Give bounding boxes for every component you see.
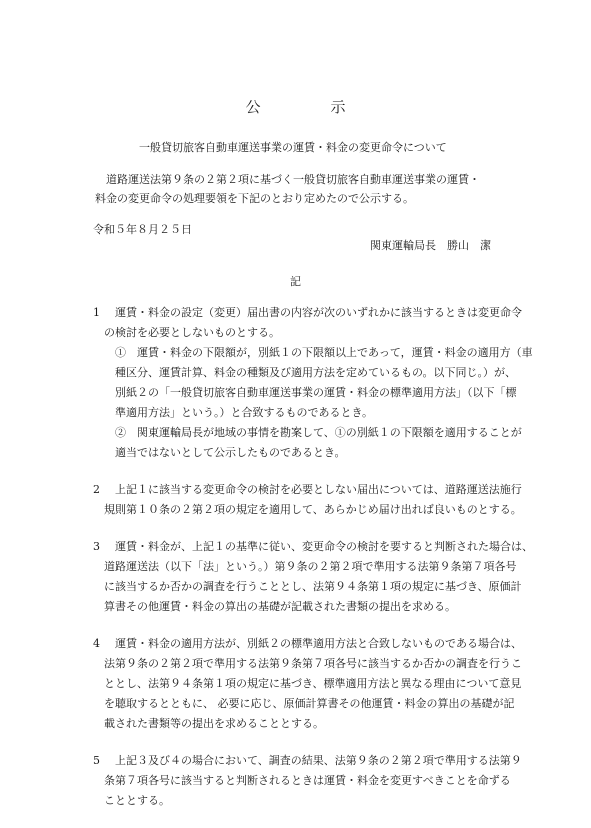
document-subtitle: 一般貸切旅客自動車運送事業の運賃・料金の変更命令について xyxy=(139,141,447,154)
item-line: ① 運賃・料金の下限額が，別紙１の下限額以上であって，運賃・料金の適用方（車 xyxy=(115,346,533,359)
list-item xyxy=(93,480,522,520)
item-number: 2 xyxy=(93,483,100,496)
page-title: 公示 xyxy=(245,98,416,116)
sub-item xyxy=(115,343,533,423)
item-line: 運賃・料金が、上記１の基準に従い、変更命令の検討を要すると判断された場合は、 xyxy=(115,540,533,553)
sub-item xyxy=(115,423,522,463)
intro-line: 道路運送法第９条の２第２項に基づく一般貸切旅客自動車運送事業の運賃・ xyxy=(106,173,480,186)
item-line: 道路運送法（以下「法」という。）第９条の２第２項で準用する法第９条第７項各号 xyxy=(104,560,517,573)
item-line: 適当ではないとして公示したものであるとき。 xyxy=(115,446,346,459)
item-line: 規則第１０条の２第２項の規定を適用して、あらかじめ届け出れば良いものとする。 xyxy=(104,503,522,516)
item-line: に該当するか否かの調査を行うこととし、法第９４条第１項の規定に基づき、原価計 xyxy=(104,580,522,593)
item-line: 運賃・料金の設定（変更）届出書の内容が次のいずれかに該当するときは変更命令 xyxy=(115,306,522,319)
publication-date: 令和５年８月２５日 xyxy=(93,223,192,236)
intro-line: 料金の変更命令の処理要領を下記のとおり定めたので公示する。 xyxy=(95,192,414,205)
item-line: 別紙２の「一般貸切旅客自動車運送事業の運賃・料金の標準適用方法」（以下「標 xyxy=(115,386,517,399)
item-line: 条第７項各号に該当すると判断されるときは運賃・料金を変更すべきことを命ずる xyxy=(104,774,511,787)
item-list xyxy=(93,303,533,828)
item-line: 上記１に該当する変更命令の検討を必要としない届出については、道路運送法施行 xyxy=(115,483,522,496)
item-line: 上記３及び４の場合において、調査の結果、法第９条の２第２項で準用する法第９ xyxy=(115,754,522,767)
list-item xyxy=(93,634,522,734)
item-line: を聴取するとともに、 必要に応じ、原価計算書その他運賃・料金の算出の基礎が記 xyxy=(104,697,515,710)
list-item xyxy=(93,537,533,617)
item-line: こととする。 xyxy=(104,794,170,807)
item-line: ② 関東運輸局長が地域の事情を勘案して、①の別紙１の下限額を適用することが xyxy=(115,426,522,439)
intro-paragraph xyxy=(95,170,506,208)
list-item xyxy=(93,751,522,811)
item-line: 準適用方法」という。）と合致するものであるとき。 xyxy=(115,406,374,419)
signer: 関東運輸局長 勝山 潔 xyxy=(370,239,491,252)
item-number: 3 xyxy=(93,540,100,553)
list-item xyxy=(93,303,533,463)
ki-heading: 記 xyxy=(290,275,301,288)
item-line: ととし、法第９４条第１項の規定に基づき、標準適用方法と異なる理由について意見 xyxy=(104,677,522,690)
item-number: 5 xyxy=(93,754,100,767)
item-line: 算書その他運賃・料金の算出の基礎が記載された書類の提出を求める。 xyxy=(104,600,456,613)
item-line: 載された書類等の提出を求めることとする。 xyxy=(104,717,324,730)
item-line: 運賃・料金の適用方法が、別紙２の標準適用方法と合致しないものである場合は、 xyxy=(115,637,522,650)
item-line: 法第９条の２第２項で準用する法第９条第７項各号に該当するか否かの調査を行うこ xyxy=(104,657,522,670)
item-line: 種区分、運賃計算、料金の種類及び適用方法を定めているもの。以下同じ。）が、 xyxy=(115,366,517,379)
item-number: 1 xyxy=(93,306,100,319)
item-number: 4 xyxy=(93,637,100,650)
item-line: の検討を必要としないものとする。 xyxy=(104,326,280,339)
